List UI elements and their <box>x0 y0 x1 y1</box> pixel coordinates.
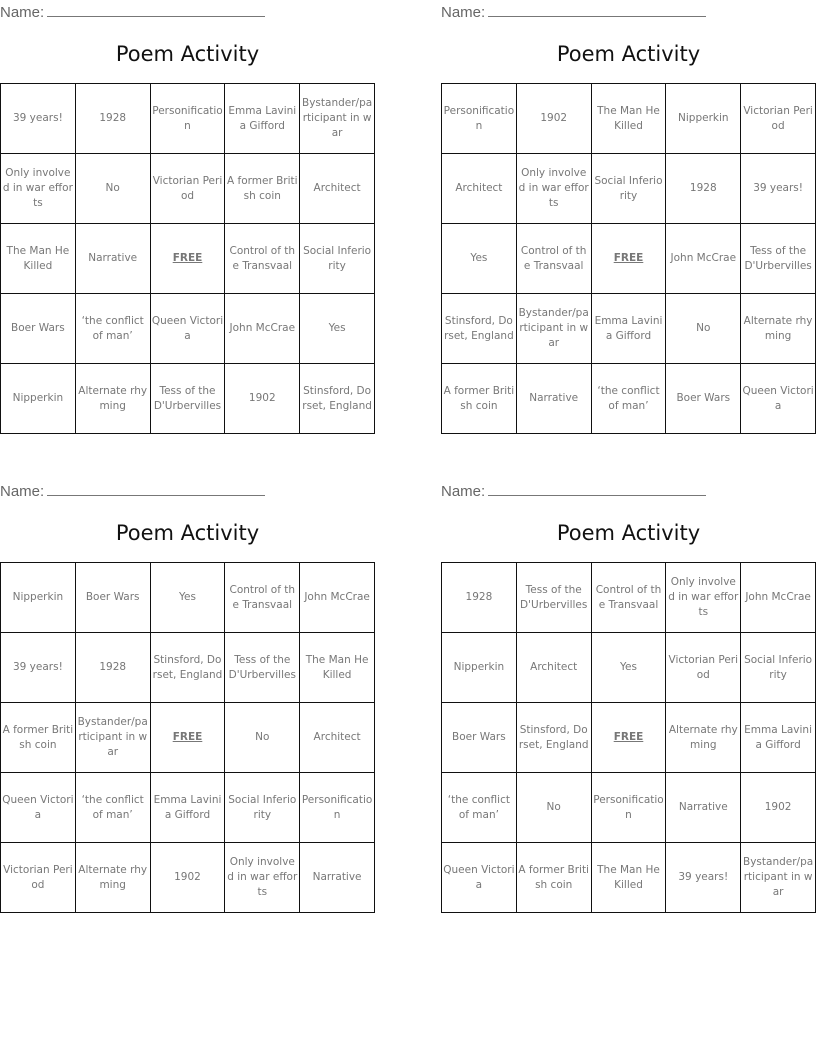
card-title: Poem Activity <box>556 521 701 545</box>
grid-cell[interactable]: Tess of the D'Urbervilles <box>741 224 816 294</box>
name-field[interactable] <box>0 481 265 500</box>
grid-cell[interactable]: Victorian Period <box>150 154 225 224</box>
grid-cell[interactable]: Only involved in war efforts <box>666 563 741 633</box>
name-field[interactable] <box>441 2 706 21</box>
grid-cell[interactable]: Narrative <box>666 773 741 843</box>
grid-cell[interactable]: Emma Lavinia Gifford <box>225 84 300 154</box>
grid-row <box>442 154 816 224</box>
grid-cell[interactable]: No <box>666 294 741 364</box>
grid-cell[interactable]: Only involved in war efforts <box>225 843 300 913</box>
grid-cell[interactable]: Personification <box>300 773 375 843</box>
name-blank-line[interactable] <box>488 2 706 17</box>
grid-cell[interactable]: Boer Wars <box>75 563 150 633</box>
grid-cell[interactable]: Nipperkin <box>442 633 517 703</box>
grid-cell[interactable]: Social Inferiority <box>591 154 666 224</box>
grid-cell[interactable]: ‘the conflict of man’ <box>442 773 517 843</box>
grid-cell[interactable]: Architect <box>442 154 517 224</box>
grid-cell[interactable]: Alternate rhyming <box>741 294 816 364</box>
grid-cell[interactable]: 39 years! <box>666 843 741 913</box>
grid-cell[interactable]: Stinsford, Dorset, England <box>150 633 225 703</box>
grid-cell[interactable]: No <box>75 154 150 224</box>
grid-cell[interactable]: Only involved in war efforts <box>1 154 76 224</box>
grid-cell[interactable]: The Man He Killed <box>300 633 375 703</box>
bingo-grid <box>0 83 375 434</box>
grid-row <box>1 84 375 154</box>
grid-cell[interactable]: Architect <box>300 703 375 773</box>
grid-cell[interactable]: Only involved in war efforts <box>516 154 591 224</box>
grid-row <box>442 84 816 154</box>
grid-cell[interactable]: Bystander/participant in war <box>300 84 375 154</box>
grid-cell[interactable]: Bystander/participant in war <box>741 843 816 913</box>
grid-cell[interactable]: Queen Victoria <box>442 843 517 913</box>
grid-cell[interactable]: Yes <box>591 633 666 703</box>
grid-cell[interactable]: Tess of the D'Urbervilles <box>516 563 591 633</box>
name-label: Name: <box>441 4 486 21</box>
grid-cell[interactable]: Personification <box>150 84 225 154</box>
grid-row <box>1 563 375 633</box>
grid-cell[interactable]: Boer Wars <box>666 364 741 434</box>
grid-row <box>1 703 375 773</box>
grid-cell[interactable]: Alternate rhyming <box>75 364 150 434</box>
grid-cell[interactable]: 1902 <box>225 364 300 434</box>
grid-row <box>442 773 816 843</box>
grid-cell[interactable]: Emma Lavinia Gifford <box>741 703 816 773</box>
grid-cell[interactable]: Bystander/participant in war <box>516 294 591 364</box>
grid-cell[interactable]: Nipperkin <box>1 364 76 434</box>
grid-cell[interactable]: A former British coin <box>442 364 517 434</box>
grid-row <box>442 843 816 913</box>
grid-cell[interactable]: Control of the Transvaal <box>225 563 300 633</box>
grid-cell[interactable]: A former British coin <box>225 154 300 224</box>
name-blank-line[interactable] <box>488 481 706 496</box>
free-space[interactable]: FREE <box>591 703 666 773</box>
name-label: Name: <box>0 483 45 500</box>
grid-cell[interactable]: Alternate rhyming <box>666 703 741 773</box>
grid-row <box>442 703 816 773</box>
grid-cell[interactable]: 1928 <box>666 154 741 224</box>
grid-row <box>442 364 816 434</box>
grid-cell[interactable]: Yes <box>300 294 375 364</box>
grid-cell[interactable]: No <box>516 773 591 843</box>
grid-cell[interactable]: Control of the Transvaal <box>225 224 300 294</box>
grid-cell[interactable]: Social Inferiority <box>225 773 300 843</box>
grid-cell[interactable]: Queen Victoria <box>741 364 816 434</box>
name-field[interactable] <box>0 2 265 21</box>
grid-cell[interactable]: 1928 <box>75 633 150 703</box>
grid-cell[interactable]: Control of the Transvaal <box>516 224 591 294</box>
grid-cell[interactable]: Victorian Period <box>741 84 816 154</box>
grid-cell[interactable]: John McCrae <box>666 224 741 294</box>
grid-row <box>1 633 375 703</box>
name-label: Name: <box>441 483 486 500</box>
grid-cell[interactable]: Victorian Period <box>666 633 741 703</box>
name-field[interactable] <box>441 481 706 500</box>
grid-cell[interactable]: A former British coin <box>516 843 591 913</box>
card-title: Poem Activity <box>115 521 260 545</box>
grid-row <box>1 843 375 913</box>
grid-cell[interactable]: Yes <box>442 224 517 294</box>
grid-cell[interactable]: ‘the conflict of man’ <box>591 364 666 434</box>
grid-row <box>1 294 375 364</box>
grid-cell[interactable]: 1902 <box>150 843 225 913</box>
grid-cell[interactable]: Personification <box>442 84 517 154</box>
grid-cell[interactable]: Emma Lavinia Gifford <box>150 773 225 843</box>
grid-cell[interactable]: 39 years! <box>1 84 76 154</box>
grid-cell[interactable]: Control of the Transvaal <box>591 563 666 633</box>
grid-cell[interactable]: Narrative <box>75 224 150 294</box>
grid-row <box>442 563 816 633</box>
grid-cell[interactable]: Social Inferiority <box>300 224 375 294</box>
grid-cell[interactable]: Boer Wars <box>1 294 76 364</box>
grid-cell[interactable]: 1928 <box>442 563 517 633</box>
grid-cell[interactable]: Boer Wars <box>442 703 517 773</box>
grid-row <box>1 773 375 843</box>
grid-cell[interactable]: Narrative <box>516 364 591 434</box>
grid-cell[interactable]: 1928 <box>75 84 150 154</box>
grid-cell[interactable]: John McCrae <box>741 563 816 633</box>
grid-row <box>1 364 375 434</box>
grid-cell[interactable]: ‘the conflict of man’ <box>75 773 150 843</box>
grid-cell[interactable]: Queen Victoria <box>150 294 225 364</box>
grid-cell[interactable]: Tess of the D'Urbervilles <box>225 633 300 703</box>
grid-cell[interactable]: Tess of the D'Urbervilles <box>150 364 225 434</box>
grid-row <box>1 224 375 294</box>
grid-cell[interactable]: Narrative <box>300 843 375 913</box>
grid-cell[interactable]: Personification <box>591 773 666 843</box>
grid-cell[interactable]: The Man He Killed <box>1 224 76 294</box>
grid-cell[interactable]: Yes <box>150 563 225 633</box>
grid-cell[interactable]: Stinsford, Dorset, England <box>442 294 517 364</box>
grid-cell[interactable]: Nipperkin <box>1 563 76 633</box>
grid-cell[interactable]: Emma Lavinia Gifford <box>591 294 666 364</box>
grid-cell[interactable]: Architect <box>516 633 591 703</box>
grid-cell[interactable]: 1902 <box>516 84 591 154</box>
grid-cell[interactable]: Queen Victoria <box>1 773 76 843</box>
name-label: Name: <box>0 4 45 21</box>
grid-cell[interactable]: Nipperkin <box>666 84 741 154</box>
free-space[interactable]: FREE <box>150 224 225 294</box>
grid-cell[interactable]: A former British coin <box>1 703 76 773</box>
grid-cell[interactable]: The Man He Killed <box>591 84 666 154</box>
grid-row <box>442 294 816 364</box>
free-space[interactable]: FREE <box>591 224 666 294</box>
bingo-grid <box>0 562 375 913</box>
grid-cell[interactable]: ‘the conflict of man’ <box>75 294 150 364</box>
grid-row <box>442 633 816 703</box>
grid-cell[interactable]: 1902 <box>741 773 816 843</box>
bingo-grid <box>441 562 816 913</box>
grid-cell[interactable]: Bystander/participant in war <box>75 703 150 773</box>
grid-row <box>1 154 375 224</box>
grid-cell[interactable]: Social Inferiority <box>741 633 816 703</box>
grid-cell[interactable]: Alternate rhyming <box>75 843 150 913</box>
bingo-grid <box>441 83 816 434</box>
grid-row <box>442 224 816 294</box>
free-space[interactable]: FREE <box>150 703 225 773</box>
grid-cell[interactable]: The Man He Killed <box>591 843 666 913</box>
grid-cell[interactable]: Architect <box>300 154 375 224</box>
grid-cell[interactable]: John McCrae <box>300 563 375 633</box>
grid-cell[interactable]: No <box>225 703 300 773</box>
grid-cell[interactable]: 39 years! <box>1 633 76 703</box>
grid-cell[interactable]: Stinsford, Dorset, England <box>516 703 591 773</box>
name-blank-line[interactable] <box>47 481 265 496</box>
grid-cell[interactable]: Stinsford, Dorset, England <box>300 364 375 434</box>
grid-cell[interactable]: 39 years! <box>741 154 816 224</box>
name-blank-line[interactable] <box>47 2 265 17</box>
grid-cell[interactable]: Victorian Period <box>1 843 76 913</box>
card-title: Poem Activity <box>556 42 701 66</box>
grid-cell[interactable]: John McCrae <box>225 294 300 364</box>
card-title: Poem Activity <box>115 42 260 66</box>
